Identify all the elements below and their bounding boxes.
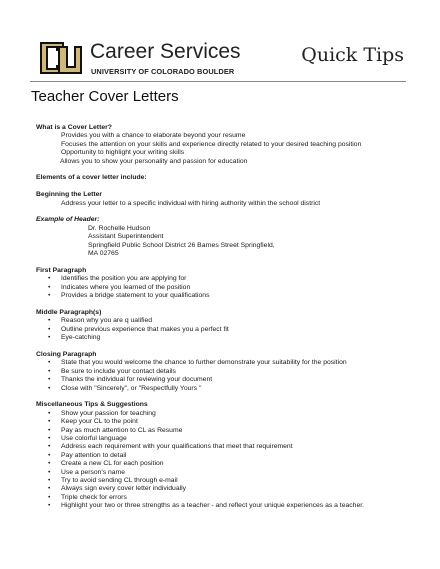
bullet-icon: • (48, 275, 51, 283)
brand-title: Career Services (90, 40, 241, 63)
what-is-line: Allows you to show your personality and passion for education (60, 157, 248, 165)
list-item: • Triple check for errors (48, 493, 127, 501)
what-is-line: Opportunity to highlight your writing skills (61, 149, 185, 157)
bullet-icon: • (48, 325, 51, 333)
brand-subtitle: UNIVERSITY OF COLORADO BOULDER (91, 67, 235, 76)
bullet-icon: • (48, 317, 51, 325)
list-item: • Eye-catching (48, 334, 101, 342)
bullet-icon: • (48, 468, 51, 476)
list-item: • Pay as much attention to CL as Resume (48, 426, 183, 434)
bullet-icon: • (48, 384, 51, 392)
section-heading-elements: Elements of a cover letter include: (36, 174, 147, 182)
bullet-icon: • (48, 426, 51, 434)
bullet-icon: • (48, 476, 51, 484)
header-divider (30, 81, 406, 82)
first-paragraph-list (36, 275, 408, 300)
section-heading-beginning: Beginning the Letter (36, 191, 103, 199)
what-is-line: Provides you with a chance to elaborate beyond your resume (61, 132, 246, 140)
bullet-icon: • (48, 485, 51, 493)
what-is-line: Focuses the attention on your skills and experience directly related to your desired teaching position (61, 140, 362, 148)
bullet-icon: • (48, 367, 51, 375)
example-line: MA 02765 (88, 250, 119, 258)
list-item: • Show your passion for teaching (48, 409, 156, 417)
bullet-icon: • (48, 451, 51, 459)
list-item: • Pay attention to detail (48, 451, 127, 459)
list-item: • Keep your CL to the point (48, 418, 138, 426)
bullet-icon: • (48, 292, 51, 300)
list-item: • State that you would welcome the chance to further demonstrate your suitability for the position (48, 359, 347, 367)
bullet-icon: • (48, 376, 51, 384)
example-line: Springfield Public School District 26 Barnes Street Springfield, (88, 241, 275, 249)
bullet-icon: • (48, 409, 51, 417)
list-item: • Always sign every cover letter individually (48, 485, 187, 493)
section-heading-example: Example of Header: (36, 216, 100, 224)
bullet-icon: • (48, 359, 51, 367)
bullet-icon: • (48, 460, 51, 468)
section-heading-first-paragraph: First Paragraph (36, 266, 87, 274)
list-item: • Create a new CL for each position (48, 460, 164, 468)
list-item: • Use colorful language (48, 434, 127, 442)
bullet-icon: • (48, 418, 51, 426)
section-heading-misc: Miscellaneous Tips & Suggestions (36, 401, 148, 409)
list-item: • Address each requirement with your qualifications that meet that requirement (48, 443, 293, 451)
list-item: • Thanks the individual for reviewing your document (48, 376, 213, 384)
section-heading-middle-paragraphs: Middle Paragraph(s) (36, 308, 102, 316)
example-line: Assistant Superintendent (88, 233, 164, 241)
document-body (36, 124, 408, 511)
list-item: • Be sure to include your contact details (48, 367, 176, 375)
list-item: • Outline previous experience that makes you a perfect fit (48, 325, 229, 333)
list-item: • Identifies the position you are applying for (48, 275, 187, 283)
bullet-icon: • (48, 283, 51, 291)
beginning-text: Address your letter to a specific individual with hiring authority within the school district (61, 199, 321, 207)
bullet-icon: • (48, 493, 51, 501)
example-line: Dr. Rochelle Hudson (88, 224, 151, 232)
list-item: • Highlight your two or three strengths as a teacher - and reflect your unique experiences as a teacher. (48, 502, 365, 510)
list-item: • Provides a bridge statement to your qualifications (48, 292, 210, 300)
list-item: • Reason why you are q ualified (48, 317, 153, 325)
quick-tips-title: Quick Tips (301, 44, 404, 66)
page-title: Teacher Cover Letters (31, 88, 179, 105)
middle-paragraphs-list (36, 317, 408, 342)
bullet-icon: • (48, 502, 51, 510)
list-item: • Use a person's name (48, 468, 126, 476)
bullet-icon: • (48, 334, 51, 342)
bullet-icon: • (48, 434, 51, 442)
closing-paragraph-list (36, 359, 408, 393)
list-item: • Indicates where you learned of the position (48, 283, 191, 291)
cu-logo-icon (36, 38, 82, 78)
bullet-icon: • (48, 443, 51, 451)
list-item: • Try to avoid sending CL through e-mail (48, 476, 178, 484)
section-heading-what-is: What is a Cover Letter? (36, 124, 112, 131)
list-item: • Close with "Sincerely", or "Respectfully Yours " (48, 384, 202, 392)
section-heading-closing-paragraph: Closing Paragraph (36, 350, 97, 358)
misc-list (36, 410, 408, 511)
